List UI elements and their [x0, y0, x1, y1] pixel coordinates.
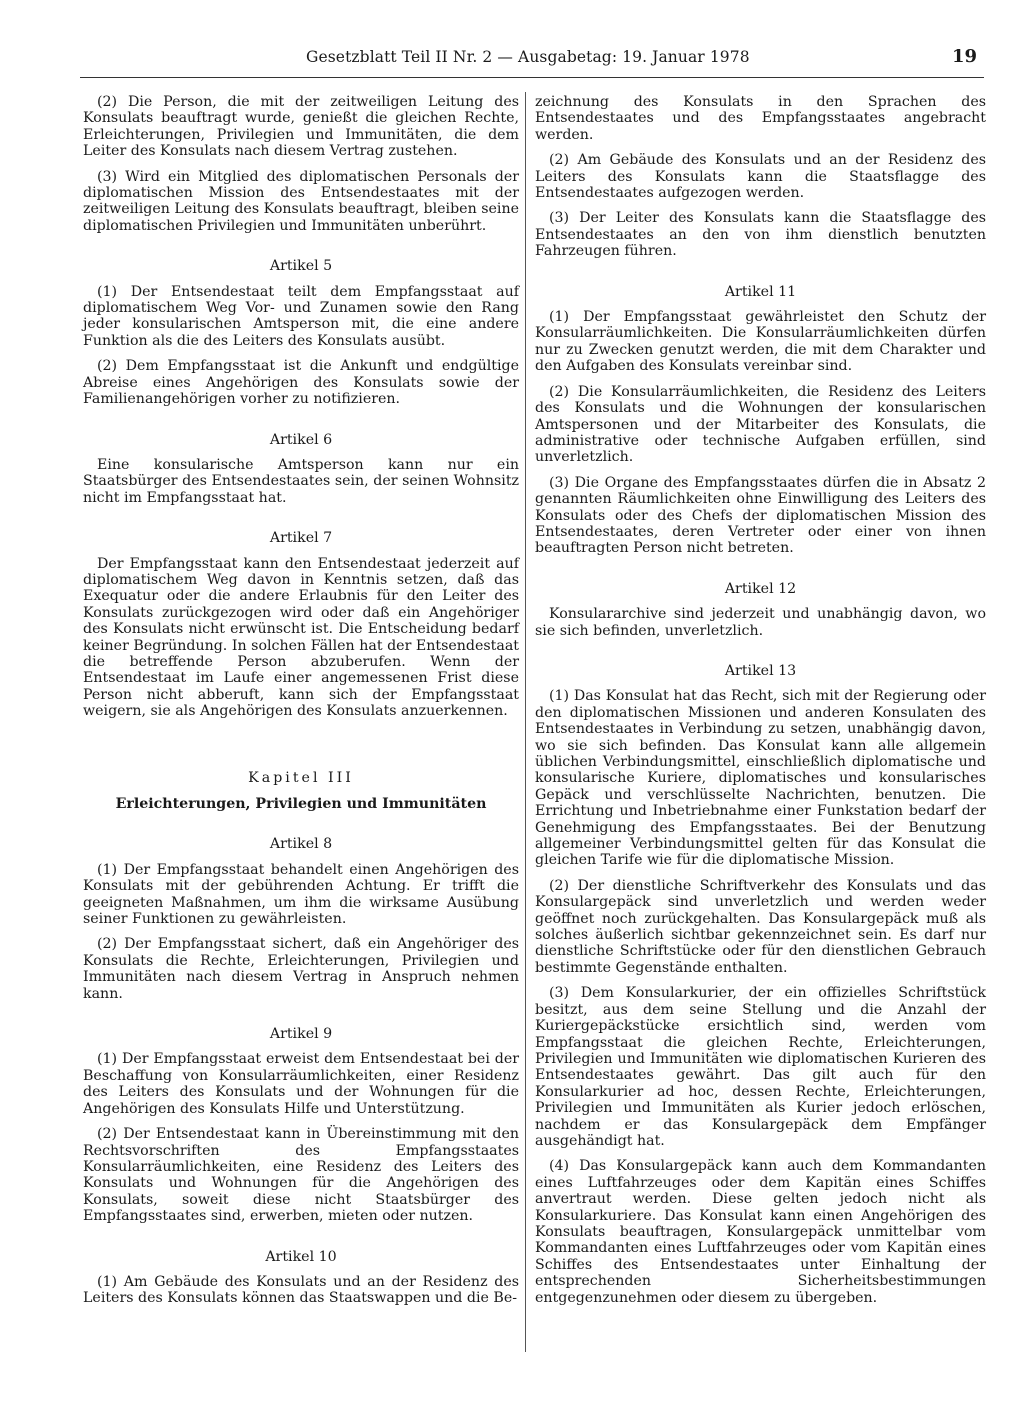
paragraph: (2) Der Empfangsstaat sichert, daß ein Angehöriger des Konsulats die Rechte, Erleichterungen, Privilegien und Immunitäten nach diesem Vertrag in Anspruch nehmen kann.	[83, 936, 519, 1002]
column-divider	[525, 92, 526, 1352]
paragraph: (1) Am Gebäude des Konsulats und an der Residenz des Leiters des Konsulats können das Staatswappen und die Be-	[83, 1273, 519, 1307]
chapter-title: Erleichterungen, Privilegien und Immunitäten	[115, 796, 487, 812]
article-heading: Artikel 11	[724, 283, 797, 300]
paragraph: (2) Die Konsularräumlichkeiten, die Residenz des Leiters des Konsulats und die Wohnungen der konsularischen Amtspersonen und der Mitarbeiter des Konsulats, die administrative oder technische Aufgaben erfüllen, sind unverletzlich.	[535, 383, 986, 466]
paragraph: (1) Das Konsulat hat das Recht, sich mit der Regierung oder den diplomatischen Missionen und anderen Konsulaten des Entsendestaates in Verbindung zu setzen, unabhängig davon, wo sie sich befinden. Das Konsulat kann alle allgemein üblichen Verbindungsmittel, einschließlich diplomatische und konsularische Kuriere, diplomatisches und konsularisches Gepäck und verschlüsselte Nachrichten, benutzen. Die Errichtung und Inbetriebnahme einer Funkstation bedarf der Genehmigung des Empfangsstaates. Bei der Benutzung allgemeiner Verbindungsmittel gelten für das Konsulat die gleichen Tarife wie für die diplomatische Mission.	[535, 688, 986, 869]
paragraph: (2) Der dienstliche Schriftverkehr des Konsulats und das Konsulargepäck sind unverletzlich und werden weder geöffnet noch zurückgehalten. Das Konsulargepäck muß als solches äußerlich sichtbar gekennzeichnet sein. Es darf nur dienstliche Schriftstücke oder für den dienstlichen Gebrauch bestimmte Gegenstände enthalten.	[535, 877, 986, 976]
paragraph: (3) Wird ein Mitglied des diplomatischen Personals der diplomatischen Mission des Entsendestaates mit der zeitweiligen Leitung des Konsulats beauftragt, bleiben seine diplomatischen Privilegien und Immunitäten unberührt.	[83, 168, 519, 234]
paragraph: (1) Der Entsendestaat teilt dem Empfangsstaat auf diplomatischem Weg Vor- und Zunamen sowie den Rang jeder konsularischen Amtsperson mit, die eine andere Funktion als die des Leiters des Konsulats ausübt.	[83, 283, 519, 349]
paragraph: (2) Am Gebäude des Konsulats und an der Residenz des Leiters des Konsulats kann die Staatsflagge des Entsendestaates aufgezogen werden.	[535, 152, 986, 202]
paragraph: (2) Der Entsendestaat kann in Übereinstimmung mit den Rechtsvorschriften des Empfangsstaates Konsularräumlichkeiten, eine Residenz des Leiters des Konsulats und Wohnungen für die Angehörigen des Konsulats, soweit diese nicht Staatsbürger des Empfangsstaates sind, erwerben, mieten oder nutzen.	[83, 1126, 519, 1225]
paragraph: (2) Dem Empfangsstaat ist die Ankunft und endgültige Abreise eines Angehörigen des Konsulats sowie der Familienangehörigen vorher zu notifizieren.	[83, 358, 519, 408]
running-header-title: Gesetzblatt Teil II Nr. 2 — Ausgabetag: 19. Januar 1978	[306, 48, 750, 66]
article-heading: Artikel 9	[269, 1026, 333, 1043]
article-heading: Artikel 8	[269, 836, 333, 853]
paragraph: Eine konsularische Amtsperson kann nur ein Staatsbürger des Entsendestaates sein, der seinen Wohnsitz nicht im Empfangsstaat hat.	[83, 456, 519, 506]
article-heading: Artikel 7	[269, 530, 333, 547]
paragraph: (1) Der Empfangsstaat behandelt einen Angehörigen des Konsulats mit der gebührenden Achtung. Er trifft die geeigneten Maßnahmen, um ihm die wirksame Ausübung seiner Funktionen zu gewährleisten.	[83, 861, 519, 928]
article-heading: Artikel 5	[269, 258, 333, 275]
paragraph-continuation: zeichnung des Konsulats in den Sprachen des Entsendestaates und des Empfangsstaates angebracht werden.	[535, 94, 986, 143]
right-column	[535, 94, 986, 1306]
article-heading: Artikel 6	[269, 431, 333, 448]
paragraph: Konsulararchive sind jederzeit und unabhängig davon, wo sie sich befinden, unverletzlich.	[535, 606, 986, 639]
left-column	[83, 94, 519, 1307]
header-rule	[80, 77, 984, 78]
paragraph: (3) Dem Konsularkurier, der ein offizielles Schriftstück besitzt, aus dem seine Stellung und die Anzahl der Kuriergepäckstücke ersichtlich sind, werden vom Empfangsstaat die gleichen Rechte, Erleichterungen, Privilegien und Immunitäten wie diplomatischen Kurieren des Entsendestaates gewährt. Das gilt auch für den Konsularkurier ad hoc, dessen Rechte, Erleichterungen, Privilegien und Immunitäten als Kurier jedoch erlöschen, nachdem er das Konsulargepäck dem Empfänger ausgehändigt hat.	[535, 985, 986, 1149]
page-number: 19	[952, 46, 978, 67]
chapter-heading: Kapitel III	[248, 769, 354, 786]
article-heading: Artikel 10	[265, 1248, 337, 1265]
paragraph: (3) Der Leiter des Konsulats kann die Staatsflagge des Entsendestaates an den von ihm dienstlich benutzten Fahrzeugen führen.	[535, 210, 986, 260]
paragraph: (3) Die Organe des Empfangsstaates dürfen die in Absatz 2 genannten Räumlichkeiten ohne Einwilligung des Leiters des Konsulats oder des Chefs der diplomatischen Mission des Entsendestaates, deren Vertreter oder einer von ihnen beauftragten Person nicht betreten.	[535, 474, 986, 557]
article-heading: Artikel 12	[724, 580, 797, 597]
page-header	[0, 48, 1024, 78]
paragraph: (4) Das Konsulargepäck kann auch dem Kommandanten eines Luftfahrzeuges oder dem Kapitän eines Schiffes anvertraut werden. Diese gelten jedoch nicht als Konsularkuriere. Das Konsulat kann einen Angehörigen des Konsulats beauftragen, Konsulargepäck unmittelbar vom Kommandanten eines Luftfahrzeuges oder vom Kapitän eines Schiffes des Entsendestaates unter Einhaltung der entsprechenden Sicherheitsbestimmungen entgegenzunehmen oder diesem zu übergeben.	[535, 1158, 986, 1306]
paragraph: Der Empfangsstaat kann den Entsendestaat jederzeit auf diplomatischem Weg davon in Kenntnis setzen, daß das Exequatur oder die andere Erlaubnis für den Leiter des Konsulats zurückgezogen wird oder daß ein Angehöriger des Konsulats nicht erwünscht ist. Die Entscheidung bedarf keiner Begründung. In solchen Fällen hat der Entsendestaat die betreffende Person abzuberufen. Wenn der Entsendestaat im Laufe einer angemessenen Frist diese Person nicht abberuft, kann sich der Empfangsstaat weigern, sie als Angehörigen des Konsulats anzuerkennen.	[83, 555, 519, 720]
paragraph: (2) Die Person, die mit der zeitweiligen Leitung des Konsulats beauftragt wurde, genießt die gleichen Rechte, Erleichterungen, Privilegien und Immunitäten, die dem Leiter des Konsulats nach diesem Vertrag zustehen.	[83, 94, 519, 160]
article-heading: Artikel 13	[724, 662, 797, 679]
paragraph: (1) Der Empfangsstaat erweist dem Entsendestaat bei der Beschaffung von Konsularräumlichkeiten, einer Residenz des Leiters des Konsulats und der Wohnungen für die Angehörigen des Konsulats Hilfe und Unterstützung.	[83, 1051, 519, 1117]
paragraph: (1) Der Empfangsstaat gewährleistet den Schutz der Konsularräumlichkeiten. Die Konsularräumlichkeiten dürfen nur zu Zwecken genutzt werden, die mit dem Charakter und den Aufgaben des Konsulats vereinbar sind.	[535, 309, 986, 375]
